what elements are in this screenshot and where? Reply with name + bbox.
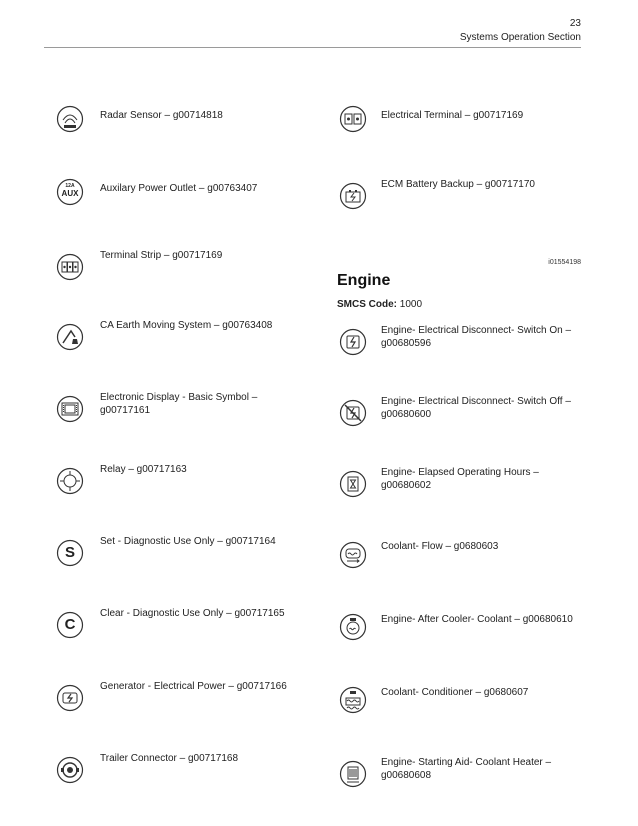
coolant-conditioner-caption: Coolant- Conditioner – g0680607 xyxy=(381,687,529,698)
smcs-label: SMCS Code: xyxy=(337,299,397,310)
relay-caption: Relay – g00717163 xyxy=(100,464,187,475)
terminal-strip-icon xyxy=(56,253,84,281)
generator-caption: Generator - Electrical Power – g00717166 xyxy=(100,681,287,692)
ecm-battery-backup-caption: ECM Battery Backup – g00717170 xyxy=(381,179,535,190)
electrical-terminal-caption: Electrical Terminal – g00717169 xyxy=(381,110,524,121)
aux-power-outlet-icon xyxy=(56,178,84,206)
page-number: 23 xyxy=(569,18,581,29)
ecm-battery-backup-icon xyxy=(339,182,367,210)
smcs-code xyxy=(337,299,422,310)
electronic-display-caption: Electronic Display - Basic Symbol – g00717161 xyxy=(100,392,258,416)
generator-icon xyxy=(56,684,84,712)
set-letter: S xyxy=(64,544,75,561)
terminal-strip-caption: Terminal Strip – g00717169 xyxy=(100,250,223,261)
section-header: Systems Operation Section xyxy=(459,32,581,43)
disconnect-off-caption: Engine- Electrical Disconnect- Switch Off – g00680600 xyxy=(381,396,571,420)
clear-letter: C xyxy=(64,616,76,633)
aftercooler-coolant-caption: Engine- After Cooler- Coolant – g00680610 xyxy=(381,614,573,625)
earth-moving-caption: CA Earth Moving System – g00763408 xyxy=(100,320,273,331)
aux-small-text: 12A xyxy=(65,183,75,189)
coolant-flow-icon xyxy=(339,541,367,569)
aux-text: AUX xyxy=(61,189,79,198)
header-divider xyxy=(44,47,581,48)
hourmeter-icon xyxy=(339,470,367,498)
disconnect-on-icon xyxy=(339,328,367,356)
clear-caption: Clear - Diagnostic Use Only – g00717165 xyxy=(100,608,285,619)
earth-moving-icon xyxy=(56,323,84,351)
coolant-heater-icon xyxy=(339,760,367,788)
electrical-terminal-icon xyxy=(339,105,367,133)
aux-power-caption: Auxilary Power Outlet – g00763407 xyxy=(100,183,258,194)
aftercooler-coolant-icon xyxy=(339,613,367,641)
coolant-conditioner-icon xyxy=(339,686,367,714)
figure-id: i01554198 xyxy=(548,259,581,266)
smcs-value: 1000 xyxy=(399,299,423,310)
electronic-display-icon xyxy=(56,395,84,423)
radar-sensor-icon xyxy=(56,105,84,133)
section-title: Engine xyxy=(337,272,391,289)
coolant-flow-caption: Coolant- Flow – g0680603 xyxy=(381,541,499,552)
trailer-connector-caption: Trailer Connector – g00717168 xyxy=(100,753,239,764)
radar-sensor-caption: Radar Sensor – g00714818 xyxy=(100,110,223,121)
disconnect-on-caption: Engine- Electrical Disconnect- Switch On – g00680596 xyxy=(381,325,572,349)
hourmeter-caption: Engine- Elapsed Operating Hours – g00680602 xyxy=(381,467,539,491)
disconnect-off-icon xyxy=(339,399,367,427)
coolant-heater-caption: Engine- Starting Aid- Coolant Heater – g00680608 xyxy=(381,757,552,781)
set-caption: Set - Diagnostic Use Only – g00717164 xyxy=(100,536,276,547)
relay-icon xyxy=(56,467,84,495)
trailer-connector-icon xyxy=(56,756,84,784)
set-icon xyxy=(56,539,84,567)
clear-icon xyxy=(56,611,84,639)
